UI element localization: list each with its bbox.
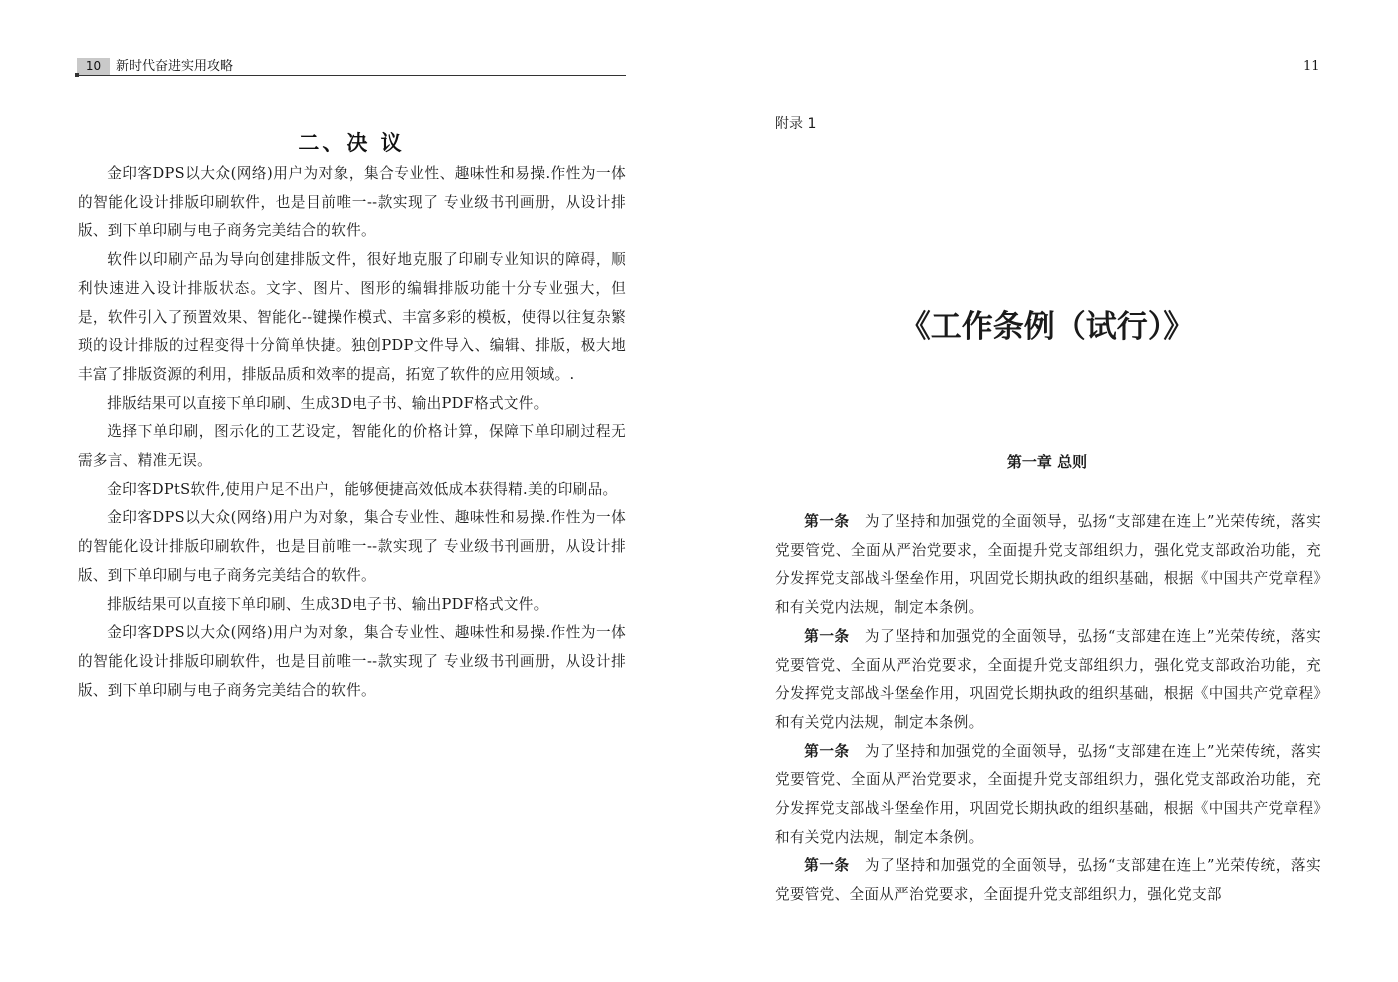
paragraph: 排版结果可以直接下单印刷、生成3D电子书、输出PDF格式文件。 xyxy=(107,595,549,613)
article-label: 第一条 xyxy=(804,513,850,530)
running-header xyxy=(77,58,626,76)
paragraph: 金印客DPS以大众(网络)用户为对象，集合专业性、趣味性和易操.作性为一体的智能化设计排版印刷软件，也是目前唯一--款实现了 专业级书刊画册，从设计排版、到下单印刷与电子商务完美结合的软件。 xyxy=(78,509,626,584)
document-title: 《工作条例（试行）》 xyxy=(899,309,1195,345)
article-text: 为了坚持和加强党的全面领导，弘扬“支部建在连上”光荣传统，落实党要管党、全面从严治党要求，全面提升党支部组织力，强化党支部政治功能，充分发挥党支部战斗堡垒作用，巩固党长期执政的组织基础，根据《中国共产党章程》和有关党内法规，制定本条例。 xyxy=(775,742,1321,846)
article-label: 第一条 xyxy=(804,742,850,760)
article-label: 第一条 xyxy=(804,857,850,875)
paragraph: 软件以印刷产品为导向创建排版文件，很好地克服了印刷专业知识的障碍，顺利快速进入设计排版状态。文字、图片、图形的编辑排版功能十分专业强大，但是，软件引入了预置效果、智能化--键操作模式、丰富多彩的模板，使得以往复杂繁琐的设计排版的过程变得十分简单快捷。独创PDP文件导入、编辑、排版，极大地丰富了排版资源的利用，排版品质和效率的提高，拓宽了软件的应用领域。. xyxy=(78,251,626,383)
article-label: 第一条 xyxy=(804,627,850,645)
article xyxy=(775,623,1321,738)
header-rule xyxy=(77,75,626,76)
paragraph: 排版结果可以直接下单印刷、生成3D电子书、输出PDF格式文件。 xyxy=(107,394,549,412)
article-text: 为了坚持和加强党的全面领导，弘扬“支部建在连上”光荣传统，落实党要管党、全面从严治党要求，全面提升党支部组织力，强化党支部政治功能，充分发挥党支部战斗堡垒作用，巩固党长期执政的组织基础，根据《中国共产党章程》和有关党内法规，制定本条例。 xyxy=(775,513,1321,617)
article xyxy=(775,738,1321,853)
article xyxy=(775,852,1321,909)
article-text: 为了坚持和加强党的全面领导，弘扬“支部建在连上”光荣传统，落实党要管党、全面从严治党要求，全面提升党支部组织力，强化党支部政治功能，充分发挥党支部战斗堡垒作用，巩固党长期执政的组织基础，根据《中国共产党章程》和有关党内法规，制定本条例。 xyxy=(775,627,1321,731)
paragraph: 金印客DPtS软件,使用户足不出户，能够便捷高效低成本获得精.美的印刷品。 xyxy=(107,480,618,498)
paragraph: 选择下单印刷，图示化的工艺设定，智能化的价格计算，保障下单印刷过程无需多言、精准无误。 xyxy=(78,423,626,470)
right-page xyxy=(699,0,1398,982)
article xyxy=(775,508,1321,623)
paragraph: 金印客DPS以大众(网络)用户为对象，集合专业性、趣味性和易操.作性为一体的智能化设计排版印刷软件，也是目前唯一--款实现了 专业级书刊画册，从设计排版、到下单印刷与电子商务完美结合的软件。 xyxy=(78,624,626,699)
header-title: 新时代奋进实用攻略 xyxy=(116,59,234,74)
article-text: 为了坚持和加强党的全面领导，弘扬“支部建在连上”光荣传统，落实党要管党、全面从严治党要求，全面提升党支部组织力，强化党支部 xyxy=(775,857,1321,904)
header-rule-marker xyxy=(75,73,79,77)
paragraph: 金印客DPS以大众(网络)用户为对象，集合专业性、趣味性和易操.作性为一体的智能化设计排版印刷软件，也是目前唯一--款实现了 专业级书刊画册，从设计排版、到下单印刷与电子商务完美结合的软件。 xyxy=(78,165,626,240)
page-number-right: 11 xyxy=(1303,59,1320,74)
page-number-left: 10 xyxy=(77,58,110,75)
chapter-heading: 第一章 总则 xyxy=(1006,453,1088,471)
appendix-label: 附录 1 xyxy=(775,116,817,132)
right-body-text xyxy=(775,508,1321,910)
section-title: 二、决 议 xyxy=(298,131,405,155)
left-body-text xyxy=(78,160,626,705)
